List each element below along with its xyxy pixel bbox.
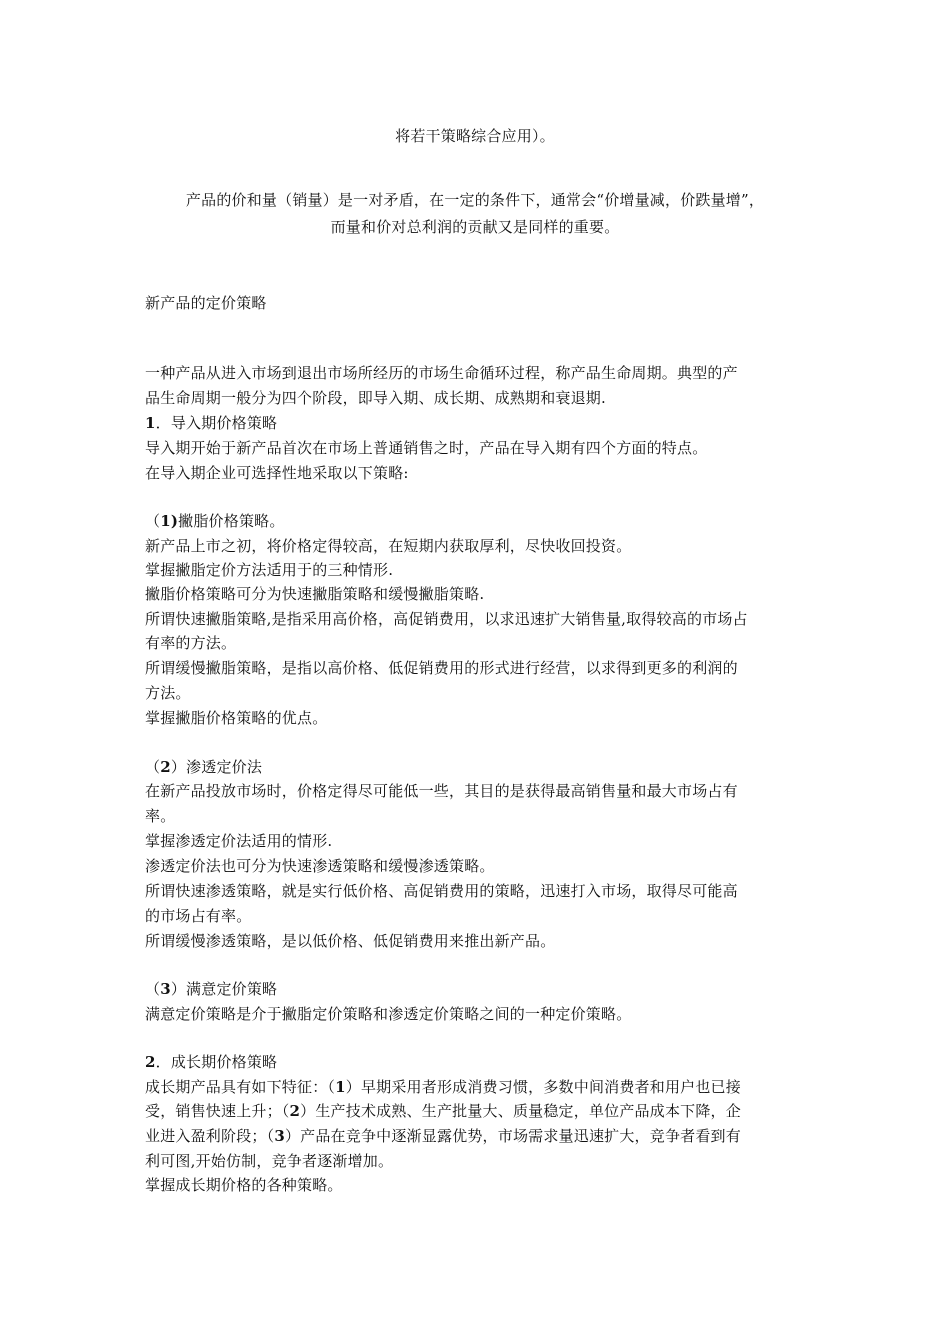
stage2-line-2 — [145, 1101, 810, 1121]
satisfaction-line-1: 满意定价策略是介于撇脂定价策略和渗透定价策略之间的一种定价策略。 — [145, 1005, 632, 1023]
skimming-line-5b: 方法。 — [145, 684, 191, 702]
satisfaction-heading-open: （ — [145, 980, 161, 998]
skimming-heading-text: 撇脂价格策略。 — [178, 512, 285, 530]
intro-line-2: 产品的价和量（销量）是一对矛盾，在一定的条件下，通常会“价增量减，价跌量增”， — [185, 191, 765, 209]
section-title: 新产品的定价策略 — [145, 294, 267, 312]
penetration-line-2: 掌握渗透定价法适用的情形. — [145, 832, 333, 850]
skimming-line-6: 掌握撇脂价格策略的优点。 — [145, 709, 328, 727]
stage2-line-3-post: ）产品在竞争中逐渐显露优势，市场需求量迅速扩大，竞争者看到有 — [284, 1127, 741, 1145]
penetration-line-3: 渗透定价法也可分为快速渗透策略和缓慢渗透策略。 — [145, 857, 495, 875]
penetration-heading-open: （ — [145, 758, 161, 776]
satisfaction-heading — [145, 979, 810, 999]
stage2-number: 2 — [145, 1053, 156, 1071]
stage2-heading — [145, 1052, 810, 1072]
stage1-paragraph-2: 在导入期企业可选择性地采取以下策略: — [145, 464, 409, 482]
penetration-heading-text: ）渗透定价法 — [170, 758, 263, 776]
satisfaction-heading-text: ）满意定价策略 — [170, 980, 278, 998]
penetration-line-1b: 率。 — [145, 807, 176, 825]
definition-line-2: 品生命周期一般分为四个阶段，即导入期、成长期、成熟期和衰退期. — [145, 389, 606, 407]
penetration-line-4a: 所谓快速渗透策略，就是实行低价格、高促销费用的策略，迅速打入市场，取得尽可能高 — [145, 882, 738, 900]
stage2-line-1-num: 1 — [335, 1078, 346, 1096]
skimming-line-4a: 所谓快速撇脂策略,是指采用高价格，高促销费用，以求迅速扩大销售量,取得较高的市场占 — [145, 610, 748, 628]
skimming-line-5a: 所谓缓慢撇脂策略，是指以高价格、低促销费用的形式进行经营，以求得到更多的利润的 — [145, 659, 738, 677]
penetration-heading — [145, 757, 810, 777]
stage1-paragraph-1: 导入期开始于新产品首次在市场上普通销售之时，产品在导入期有四个方面的特点。 — [145, 439, 708, 457]
skimming-line-4b: 有率的方法。 — [145, 634, 237, 652]
penetration-line-4b: 的市场占有率。 — [145, 907, 252, 925]
stage2-line-1-post: ）早期采用者形成消费习惯，多数中间消费者和用户也已接 — [345, 1078, 741, 1096]
intro-line-3: 而量和价对总利润的贡献又是同样的重要。 — [330, 218, 620, 236]
stage2-line-5: 掌握成长期价格的各种策略。 — [145, 1176, 343, 1194]
penetration-line-5: 所谓缓慢渗透策略，是以低价格、低促销费用来推出新产品。 — [145, 932, 556, 950]
stage1-heading — [145, 413, 810, 433]
intro-line-1: 将若干策略综合应用）。 — [395, 127, 555, 145]
stage2-line-1 — [145, 1077, 810, 1097]
skimming-heading-open: （ — [145, 512, 161, 530]
definition-line-1: 一种产品从进入市场到退出市场所经历的市场生命循环过程，称产品生命周期。典型的产 — [145, 364, 738, 382]
skimming-line-2: 掌握撇脂定价方法适用于的三种情形. — [145, 561, 394, 579]
penetration-heading-number: 2 — [160, 758, 171, 776]
stage2-title: ．成长期价格策略 — [155, 1053, 278, 1071]
stage2-line-2-num: 2 — [289, 1102, 301, 1120]
stage2-line-3-num: 3 — [274, 1127, 285, 1145]
skimming-line-1: 新产品上市之初，将价格定得较高，在短期内获取厚利，尽快收回投资。 — [145, 537, 632, 555]
stage1-title: ．导入期价格策略 — [155, 414, 278, 432]
stage2-line-2-pre: 受，销售快速上升；（ — [145, 1102, 290, 1120]
stage2-line-3 — [145, 1126, 810, 1146]
stage1-number: 1 — [145, 414, 156, 432]
penetration-line-1a: 在新产品投放市场时，价格定得尽可能低一些，其目的是获得最高销售量和最大市场占有 — [145, 782, 738, 800]
stage2-line-1-pre: 成长期产品具有如下特征：（ — [145, 1078, 336, 1096]
skimming-line-3: 撇脂价格策略可分为快速撇脂策略和缓慢撇脂策略. — [145, 585, 485, 603]
skimming-heading-number: 1) — [160, 512, 179, 530]
satisfaction-heading-number: 3 — [160, 980, 171, 998]
skimming-heading — [145, 511, 810, 531]
stage2-line-4: 利可图,开始仿制，竞争者逐渐增加。 — [145, 1152, 394, 1170]
stage2-line-2-post: ）生产技术成熟、生产批量大、质量稳定，单位产品成本下降，企 — [300, 1102, 741, 1120]
stage2-line-3-pre: 业进入盈利阶段；（ — [145, 1127, 275, 1145]
